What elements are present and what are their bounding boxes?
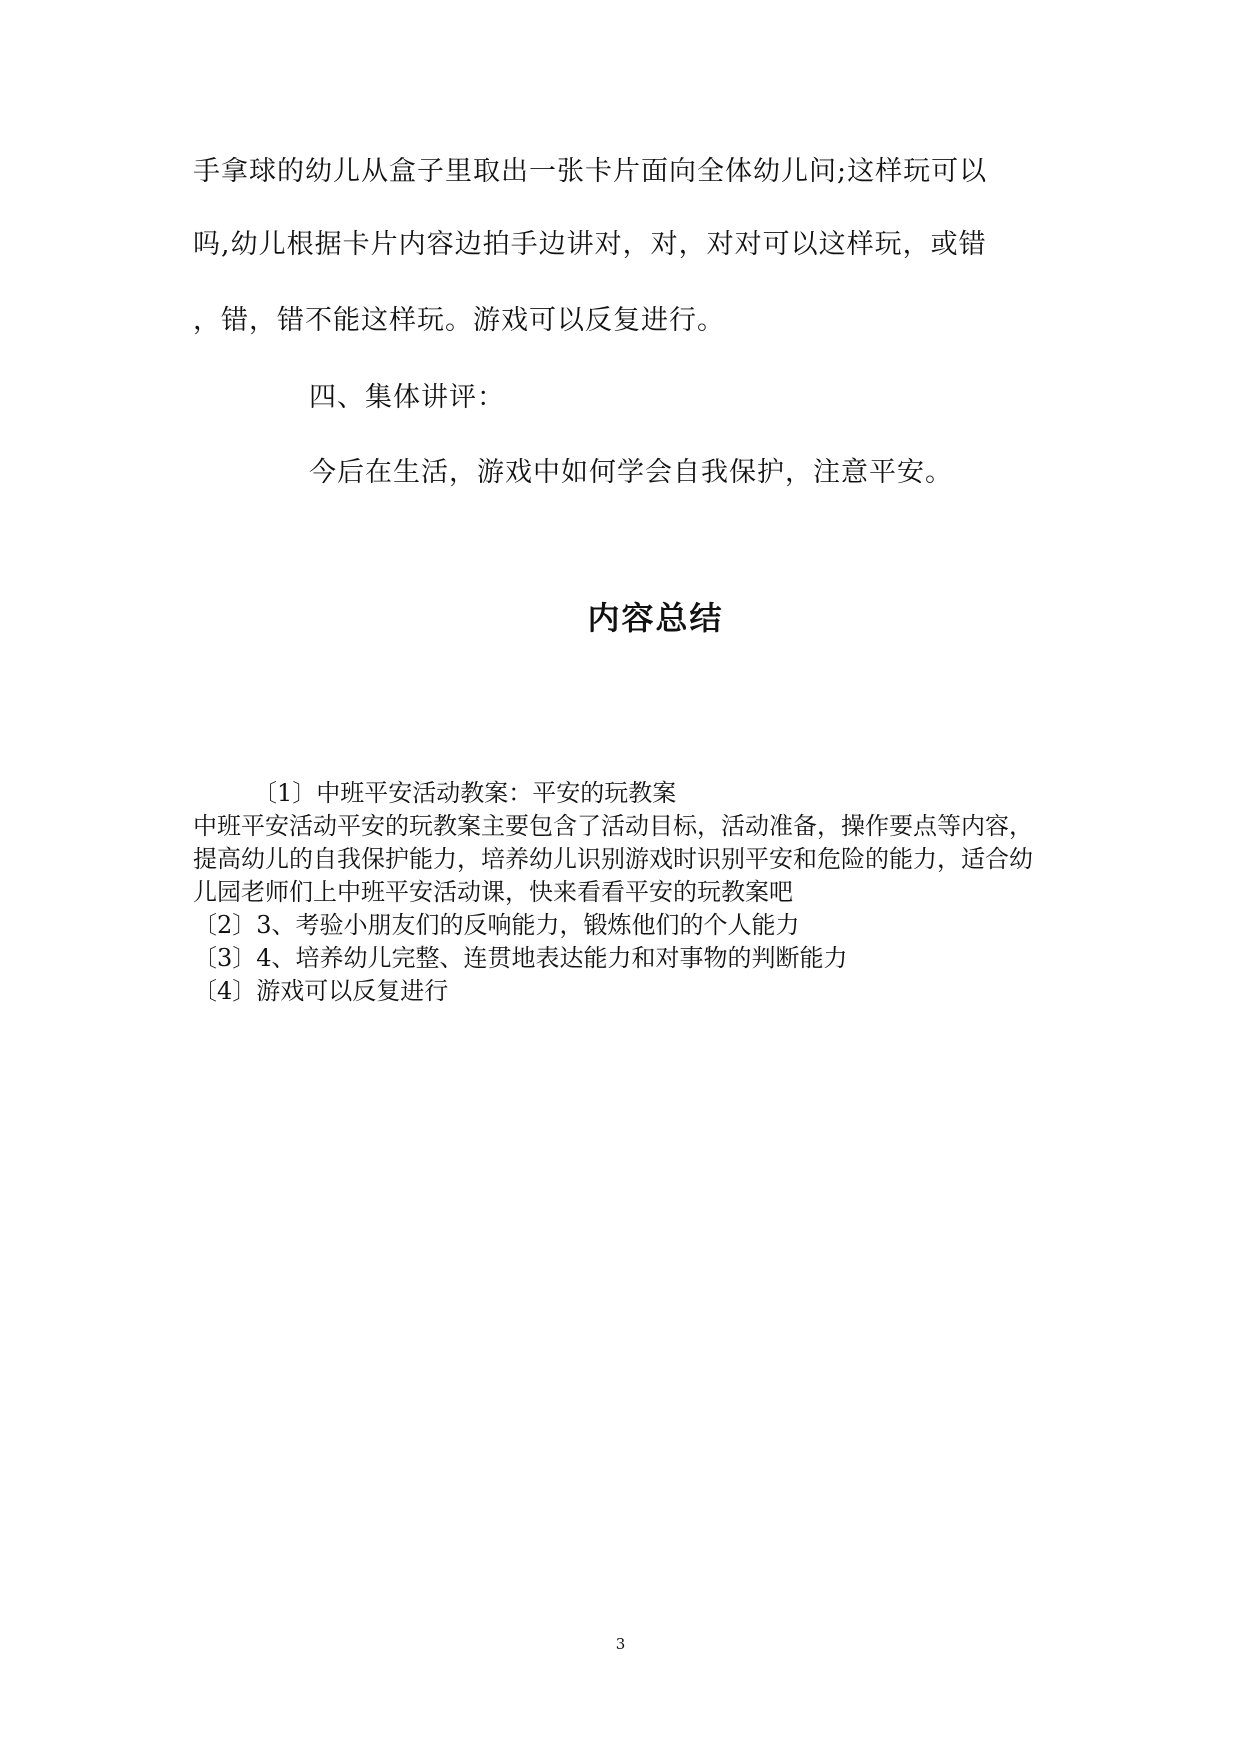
body-paragraph-line-3: ，错，错不能这样玩。游戏可以反复进行。: [193, 305, 725, 336]
summary-title: 内容总结: [587, 599, 724, 637]
review-paragraph: 今后在生活，游戏中如何学会自我保护，注意平安。: [309, 457, 953, 488]
summary-item-1-heading: 〔1〕中班平安活动教案：平安的玩教案: [253, 779, 677, 807]
body-paragraph-line-1: 手拿球的幼儿从盒子里取出一张卡片面向全体幼儿问;这样玩可以: [193, 156, 988, 187]
body-paragraph-line-2: 吗,幼儿根据卡片内容边拍手边讲对，对，对对可以这样玩，或错: [193, 229, 987, 260]
summary-item-4: 〔4〕游戏可以反复进行: [193, 977, 449, 1005]
summary-item-2: 〔2〕3、考验小朋友们的反响能力，锻炼他们的个人能力: [193, 911, 800, 939]
page-number: 3: [615, 1635, 626, 1653]
summary-block: [193, 777, 1053, 1008]
summary-item-3: 〔3〕4、培养幼儿完整、连贯地表达能力和对事物的判断能力: [193, 944, 848, 972]
section-heading-review: 四、集体讲评：: [309, 382, 505, 413]
summary-item-1-text: 中班平安活动平安的玩教案主要包含了活动目标，活动准备，操作要点等内容，提高幼儿的自我保护能力，培养幼儿识别游戏时识别平安和危险的能力，适合幼儿园老师们上中班平安活动课，快来看看平安的玩教案吧: [193, 812, 1033, 906]
